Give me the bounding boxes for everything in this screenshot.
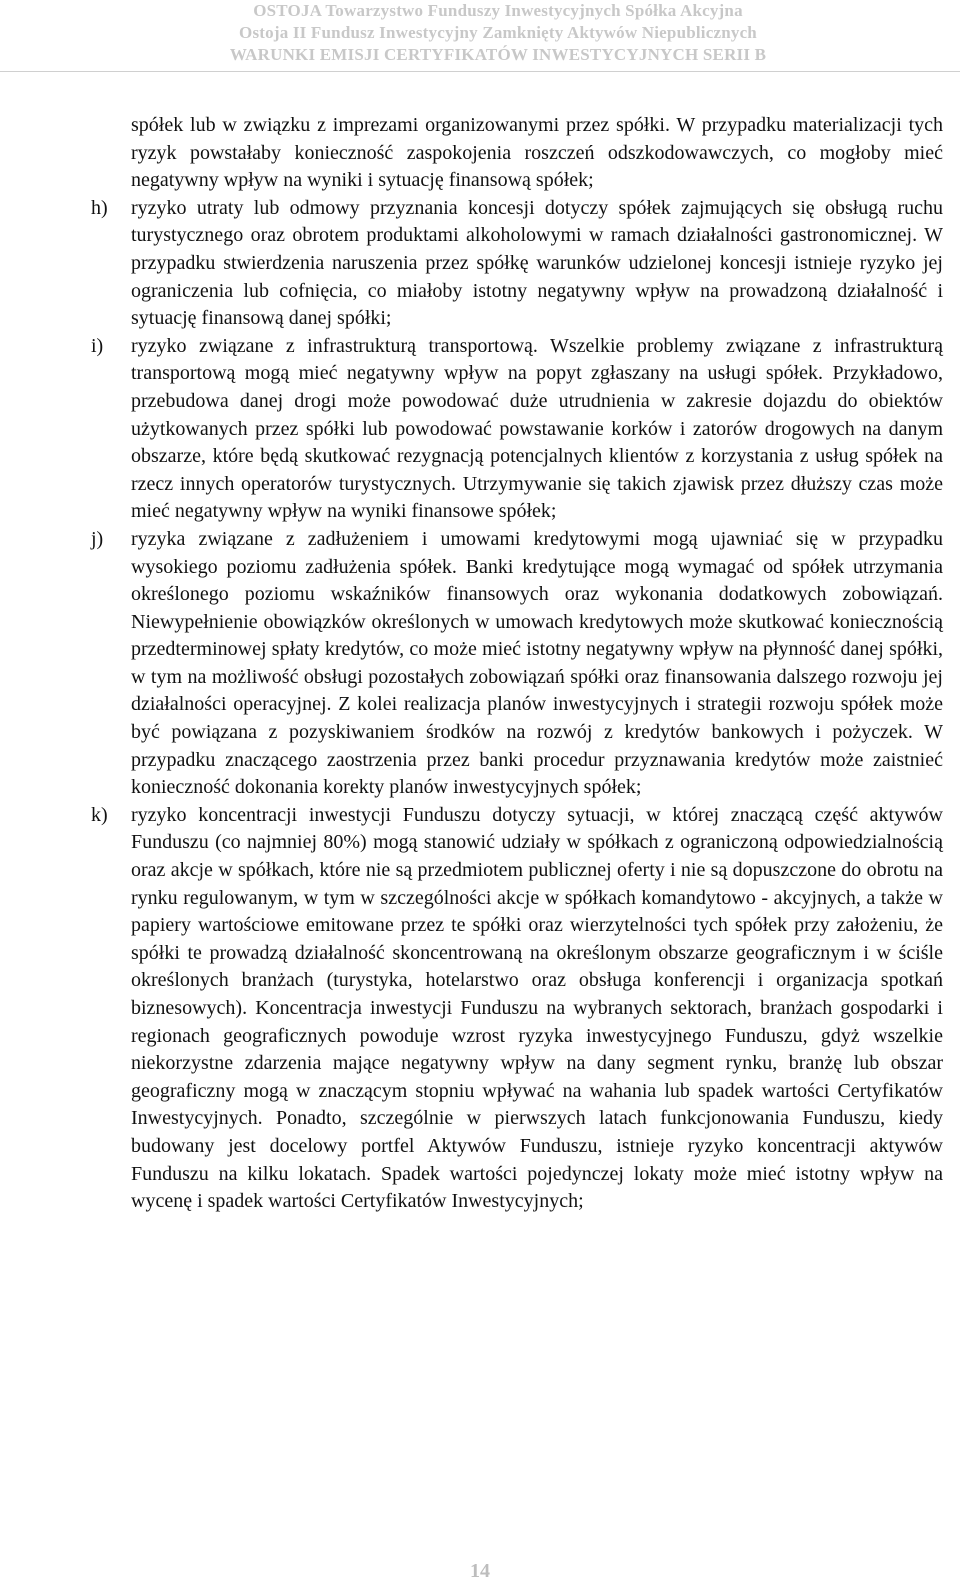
list-marker: k) [91,803,108,826]
list-item-text: ryzyko utraty lub odmowy przyznania koncesji dotyczy spółek zajmujących się obsługą ruchu turystycznego oraz obrotem produktami alkoholowymi w ramach działalności gastronomicznej. W przypadku stwierdzenia naruszenia przez spółkę warunków udzielonej koncesji istnieje ryzyko jej ograniczenia lub cofnięcia, co miałoby istotny negatywny wpływ na prowadzoną działalność i sytuację finansową danej spółki; [131,196,943,330]
list-item-i [91,333,943,526]
header-divider [0,71,960,72]
list-marker: h) [91,196,108,219]
list-marker: i) [91,334,104,357]
continuation-paragraph [91,112,943,195]
document-body [91,112,943,1216]
list-marker: j) [91,527,104,550]
list-item-text: ryzyko związane z infrastrukturą transportową. Wszelkie problemy związane z infrastrukturą transportową mogą mieć negatywny wpływ na popyt zgłaszany na usługi spółek. Przykładowo, przebudowa danej drogi może powodować duże utrudnienia w zakresie dojazdu do obiektów użytkowanych przez spółki lub powodować powstawanie korków i zatorów drogowych na danym obszarze, które będą skutkować rezygnacją potencjalnych klientów z korzystania z usług spółek na rzecz innych operatorów turystycznych. Utrzymywanie się takich zjawisk przez dłuższy czas może mieć negatywny wpływ na wyniki finansowe spółek; [131,334,943,523]
list-item-text: ryzyka związane z zadłużeniem i umowami kredytowymi mogą ujawniać się w przypadku wysokiego poziomu zadłużenia spółek. Banki kredytujące mogą wymagać od spółek utrzymania określonego poziomu wskaźników finansowych oraz wykonania dodatkowych zobowiązań. Niewypełnienie obowiązków określonych w umowach kredytowych może skutkować koniecznością przedterminowej spłaty kredytów, co może mieć istotny negatywny wpływ na płynność danej spółki, w tym na możliwość obsługi pozostałych zobowiązań spółki oraz finansowania dalszego rozwoju jej działalności operacyjnej. Z kolei realizacja planów inwestycyjnych i strategii rozwoju spółek może być powiązana z pozyskiwaniem środków na rozwój z kredytów bankowych i pożyczek. W przypadku znaczącego zaostrzenia przez banki procedur przyznawania kredytów może zaistnieć konieczność dokonania korekty planów inwestycyjnych spółek; [131,527,943,799]
list-item-k [91,802,943,1216]
header-company-name: OSTOJA Towarzystwo Funduszy Inwestycyjnych Spółka Akcyjna [253,1,743,20]
list-item-j [91,526,943,802]
header-fund-name: Ostoja II Fundusz Inwestycyjny Zamknięty Aktywów Niepublicznych [239,23,757,42]
document-header [188,0,808,66]
list-item-text: ryzyko koncentracji inwestycji Funduszu dotyczy sytuacji, w której znaczącą część aktywów Funduszu (co najmniej 80%) mogą stanowić udziały w spółkach z ograniczoną odpowiedzialnością oraz akcje w spółkach, które nie są przedmiotem publicznej oferty i nie są dopuszczone do obrotu na rynku regulowanym, w tym w szczególności akcje w spółkach komandytowo - akcyjnych, a także w papiery wartościowe emitowane przez te spółki oraz wierzytelności tych spółek przy założeniu, że spółki te prowadzą działalność skoncentrowaną na określonym obszarze geograficznym i w ściśle określonych branżach (turystyka, hotelarstwo oraz obsługa konferencji i organizacja spotkań biznesowych). Koncentracja inwestycji Funduszu na wybranych sektorach, branżach gospodarki i regionach geograficznych powoduje wzrost ryzyka inwestycyjnego Funduszu, gdyż wszelkie niekorzystne zdarzenia mające negatywny wpływ na dany segment rynku, branżę lub obszar geograficzny mogą w znaczącym stopniu wpływać na wahania lub spadek wartości Certyfikatów Inwestycyjnych. Ponadto, szczególnie w pierwszych latach funkcjonowania Funduszu, kiedy budowany jest docelowy portfel Aktywów Funduszu, istnieje ryzyko koncentracji aktywów Funduszu na kilku lokatach. Spadek wartości pojedynczej lokaty może mieć istotny wpływ na wycenę i spadek wartości Certyfikatów Inwestycyjnych; [131,803,943,1213]
continuation-text: spółek lub w związku z imprezami organizowanymi przez spółki. W przypadku materializacji tych ryzyk powstałaby konieczność zaspokojenia roszczeń odszkodowawczych, co mogłoby mieć negatywny wpływ na wyniki i sytuację finansową spółek; [131,114,943,192]
header-document-title: WARUNKI EMISJI CERTYFIKATÓW INWESTYCYJNYCH SERII B [229,45,767,64]
page-number: 14 [470,1560,490,1582]
list-item-h [91,195,943,333]
